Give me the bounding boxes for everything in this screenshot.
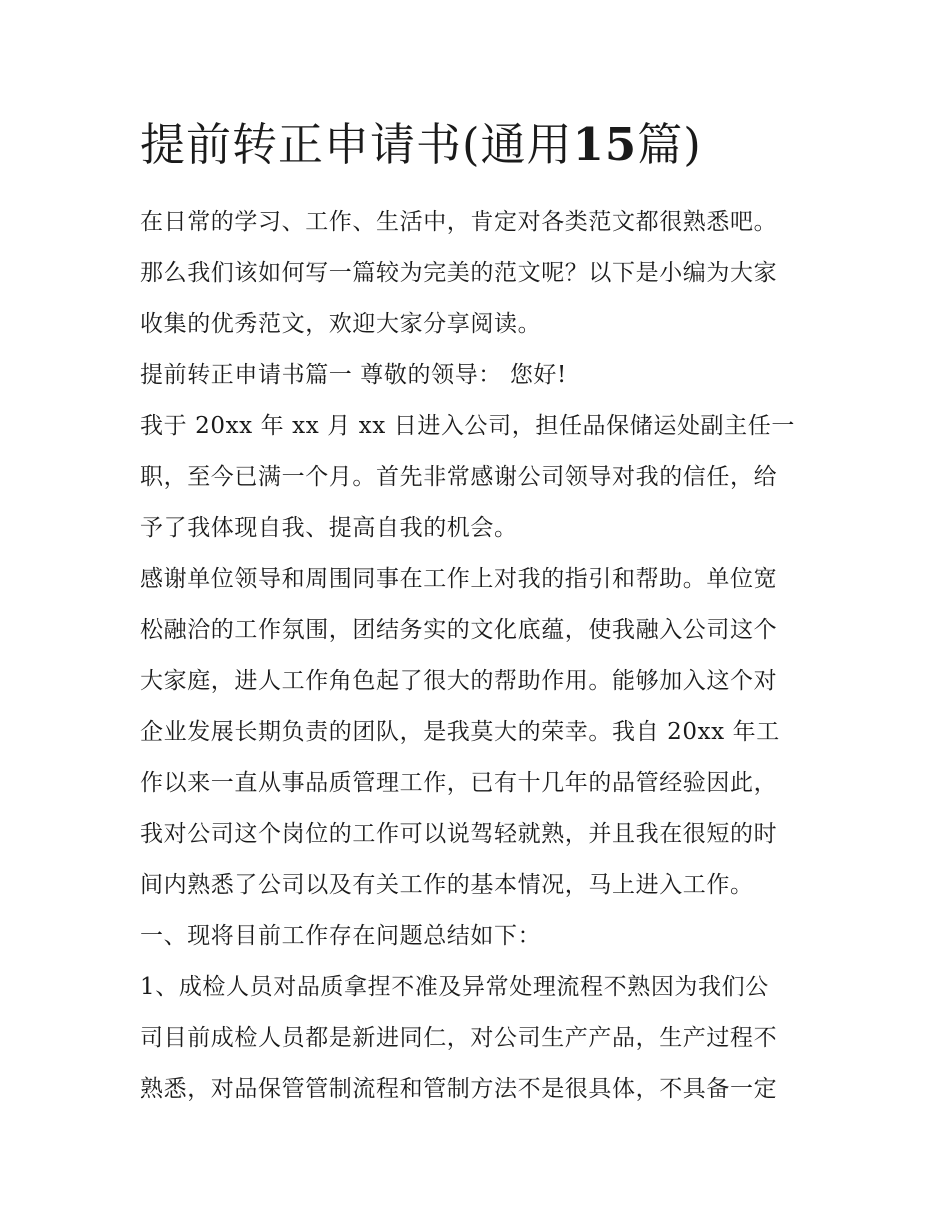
title-prefix: 提前转正申请书(通用 (140, 118, 573, 171)
body-line: 提前转正申请书篇一 尊敬的领导： 您好! (140, 362, 567, 388)
body-line: 我对公司这个岗位的工作可以说驾轻就熟，并且我在很短的时 (140, 821, 778, 847)
body-line: 企业发展长期负责的团队，是我莫大的荣幸。我自 20xx 年工 (140, 719, 780, 745)
body-line: 间内熟悉了公司以及有关工作的基本情况，马上进入工作。 (140, 872, 754, 898)
document-title (140, 112, 840, 178)
body-line: 司目前成检人员都是新进同仁，对公司生产产品，生产过程不 (140, 1025, 778, 1051)
body-line: 职，至今已满一个月。首先非常感谢公司领导对我的信任，给 (140, 464, 778, 490)
title-number: 15 (572, 118, 638, 171)
body-line: 在日常的学习、工作、生活中，肯定对各类范文都很熟悉吧。 (140, 209, 778, 235)
title-suffix: 篇) (637, 118, 702, 171)
body-line: 大家庭，进人工作角色起了很大的帮助作用。能够加入这个对 (140, 668, 778, 694)
body-line: 1、成检人员对品质拿捏不准及异常处理流程不熟因为我们公 (140, 974, 769, 1000)
body-line: 予了我体现自我、提高自我的机会。 (140, 515, 518, 541)
body-line: 收集的优秀范文，欢迎大家分享阅读。 (140, 311, 542, 337)
body-line: 那么我们该如何写一篇较为完美的范文呢？以下是小编为大家 (140, 260, 778, 286)
body-line: 熟悉，对品保管管制流程和管制方法不是很具体，不具备一定 (140, 1076, 778, 1102)
document-body (140, 197, 820, 1115)
body-line: 一、现将目前工作存在问题总结如下： (140, 923, 542, 949)
body-line: 感谢单位领导和周围同事在工作上对我的指引和帮助。单位宽 (140, 566, 778, 592)
body-line: 作以来一直从事品质管理工作，已有十几年的品管经验因此， (140, 770, 778, 796)
body-line: 我于 20xx 年 xx 月 xx 日进入公司，担任品保储运处副主任一 (140, 413, 795, 439)
body-line: 松融洽的工作氛围，团结务实的文化底蕴，使我融入公司这个 (140, 617, 778, 643)
